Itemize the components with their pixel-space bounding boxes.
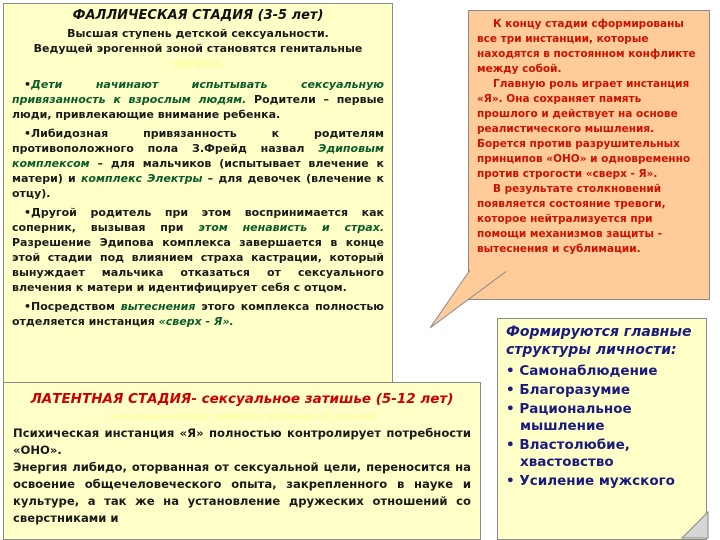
phallic-subtitle-1: Высшая ступень детской сексуальности. xyxy=(67,27,329,40)
b2-pre: Либидозная привязанность к родителям противоположного пола З.Фрейд назвал xyxy=(12,127,384,155)
b2-mid: – для мальчиков (испытывает влечение к матери) и xyxy=(12,157,384,185)
phallic-subtitle-faded: органы. xyxy=(172,57,224,70)
latent-stage-box xyxy=(3,382,481,540)
latent-title-rest: - сексуальное затишье (5-12 лет) xyxy=(191,391,454,407)
phallic-title: ФАЛЛИЧЕСКАЯ СТАДИЯ (3-5 лет) xyxy=(72,8,324,23)
b2-oedipus: Эдиповым комплексом xyxy=(12,142,384,170)
end-paragraph-3: В результате столкновений появляется состояние тревоги, которое нейтрализуется при помощи механизмов защиты - вытеснения и сублимации. xyxy=(477,183,666,255)
b1-rest: Родители – первые люди, привлекающие внимание ребенка. xyxy=(12,93,385,121)
phallic-bullet-1: •Дети начинают испытывать сексуальную привязанность к взрослым людям. Родители – первые люди, привлекающие внимание ребенка. xyxy=(12,78,385,121)
phallic-bullet-3: •Другой родитель при этом воспринимается как соперник, вызывая при этом ненависть и страх. Разрешение Эдипова комплекса завершается в конце этой стадии под влиянием страха кастрации, который вынуждает мальчика отказаться от сексуального влечения к матери и идентифицирует себя с отцом. xyxy=(12,206,384,294)
structure-item: • Самонаблюдение xyxy=(506,363,658,379)
structures-list xyxy=(506,363,698,490)
b4-superego: «сверх - Я». xyxy=(158,315,234,328)
latent-paragraph-1: Психическая инстанция «Я» полностью контролирует потребности «ОНО». xyxy=(13,426,471,457)
end-paragraph-2: Главную роль играет инстанция «Я». Она сохраняет память прошлого и действует на основе реалистического мышления. Борется против разрушительных принципов «ОНО» и одновременно против строгости «сверх - Я». xyxy=(477,78,691,180)
end-of-stage-box xyxy=(468,10,710,300)
b4-pre: Посредством xyxy=(31,300,121,313)
b3-pre: Другой родитель при этом воспринимается как соперник, вызывая при xyxy=(12,206,384,234)
phallic-bullet-2: •Либидозная привязанность к родителям противоположного пола З.Фрейд назвал Эдиповым комплексом – для мальчиков (испытывает влечение к матери) и комплекс Электры – для девочек (влечение к отцу). xyxy=(12,127,385,200)
structure-item: • Властолюбие, хвастовство xyxy=(506,437,630,470)
b1-italic: Дети начинают испытывать сексуальную привязанность к взрослым людям. xyxy=(12,78,384,106)
structure-item: • Усиление мужского xyxy=(506,473,675,489)
b4-repression: вытеснения xyxy=(120,300,196,313)
b2-electra: комплекс Электры xyxy=(80,172,203,185)
latent-faded-line: Сексуальный интерес снижается, инстанция «Я» всецело xyxy=(108,412,376,421)
b4-mid: этого комплекса полностью отделяется инстанция xyxy=(12,300,384,328)
latent-title-main: ЛАТЕНТНАЯ СТАДИЯ xyxy=(30,391,192,407)
latent-paragraph-2: Энергия либидо, оторванная от сексуальной цели, переносится на освоение общечеловеческого опыта, закрепленного в науке и культуре, а так же на установление дружеских отношений со сверстниками и xyxy=(13,460,471,525)
phallic-bullet-4: •Посредством вытеснения этого комплекса полностью отделяется инстанция «сверх - Я». xyxy=(12,300,384,328)
phallic-stage-box xyxy=(3,3,393,403)
personality-structures-box xyxy=(497,318,707,540)
end-paragraph-1: К концу стадии сформированы все три инстанции, которые находятся в постоянном конфликте между собой. xyxy=(477,18,696,75)
structures-heading: Формируются главные структуры личности: xyxy=(506,324,692,358)
structure-item: • Благоразумие xyxy=(506,382,631,398)
b3-italic: этом ненависть и страх. xyxy=(198,221,384,234)
b2-post: – для девочек (влечение к отцу). xyxy=(12,172,385,200)
structure-item: • Рациональное мышление xyxy=(506,401,632,434)
folded-corner xyxy=(680,510,710,540)
latent-title xyxy=(13,389,471,409)
phallic-subtitle-2 xyxy=(12,41,384,71)
b3-post: Разрешение Эдипова комплекса завершается в конце этой стадии под влиянием страха кастрации, который вынуждает мальчика отказаться от сексуального влечения к матери и идентифицирует себя с отцом. xyxy=(12,236,384,294)
phallic-subtitle-2-text: Ведущей эрогенной зоной становятся генитальные xyxy=(33,42,363,55)
